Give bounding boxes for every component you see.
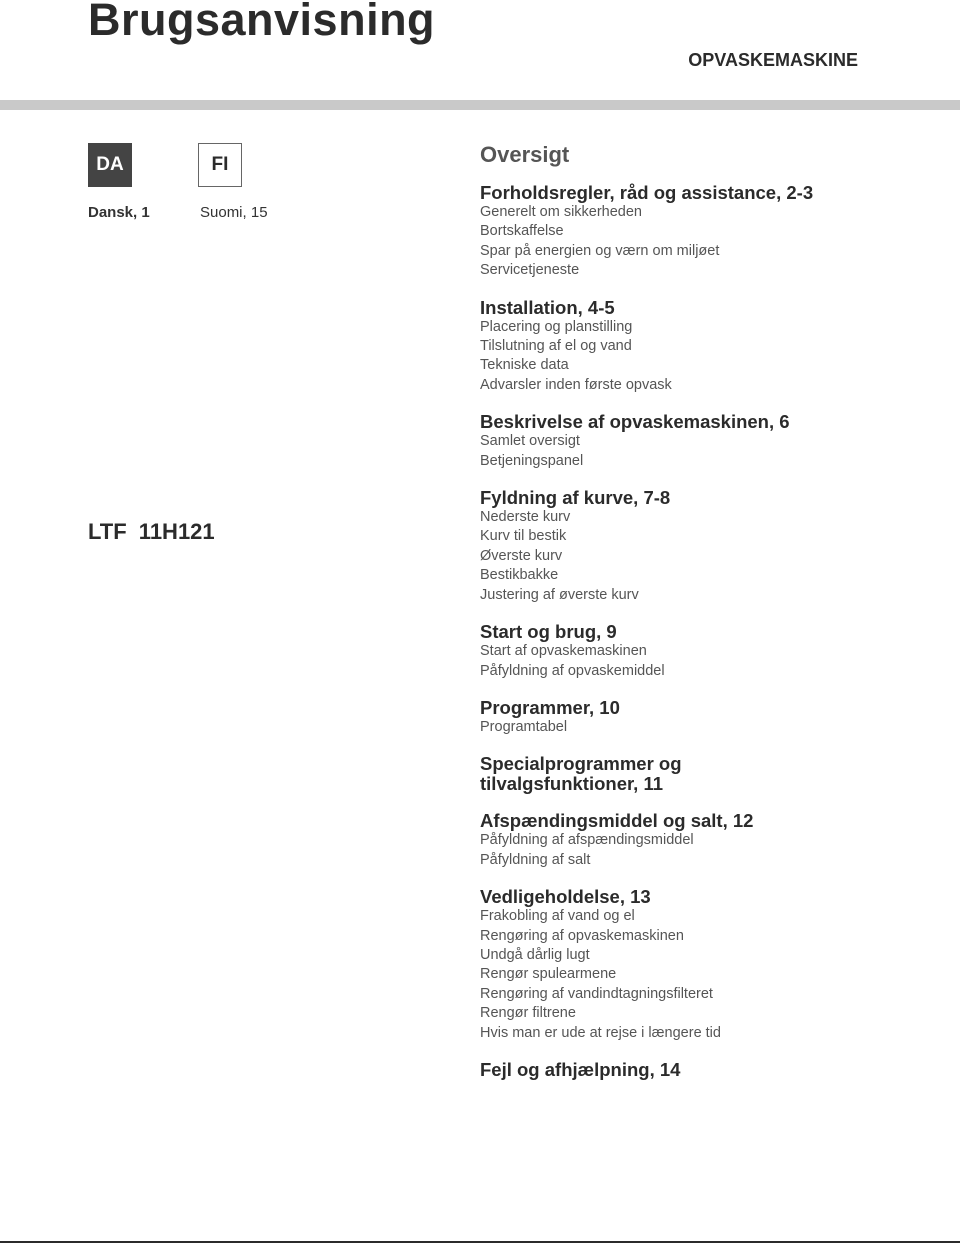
section-item[interactable]: Påfyldning af salt bbox=[480, 851, 591, 868]
section-title[interactable]: Start og brug, 9 bbox=[480, 621, 617, 643]
section-item[interactable]: Programtabel bbox=[480, 718, 568, 735]
section-item[interactable]: Servicetjeneste bbox=[480, 262, 580, 279]
section-item[interactable]: Rengøring af opvaskemaskinen bbox=[480, 927, 684, 944]
section-item[interactable]: Påfyldning af opvaskemiddel bbox=[480, 662, 665, 679]
toc-section bbox=[480, 183, 920, 281]
toc-section bbox=[480, 298, 920, 396]
section-item[interactable]: Kurv til bestik bbox=[480, 528, 567, 545]
section-item[interactable]: Betjeningspanel bbox=[480, 452, 584, 469]
model-number: LTF 11H121 bbox=[88, 519, 215, 544]
toc-section bbox=[480, 1060, 920, 1080]
product-type: OPVASKEMASKINE bbox=[688, 50, 858, 70]
section-item[interactable]: Samlet oversigt bbox=[480, 433, 580, 450]
section-item[interactable]: Øverste kurv bbox=[480, 547, 563, 564]
toc-section bbox=[480, 488, 920, 605]
section-item[interactable]: Rengør spulearmene bbox=[480, 966, 617, 983]
section-item[interactable]: Påfyldning af afspændingsmiddel bbox=[480, 832, 694, 849]
section-item[interactable]: Rengør filtrene bbox=[480, 1005, 576, 1022]
section-item[interactable]: Justering af øverste kurv bbox=[480, 586, 639, 603]
section-item[interactable]: Start af opvaskemaskinen bbox=[480, 643, 647, 660]
section-item[interactable]: Nederste kurv bbox=[480, 509, 571, 526]
table-of-contents bbox=[480, 141, 920, 1097]
section-title[interactable]: Vedligeholdelse, 13 bbox=[480, 886, 651, 908]
toc-section bbox=[480, 622, 920, 681]
section-title[interactable]: Afspændingsmiddel og salt, 12 bbox=[480, 810, 754, 832]
section-item[interactable]: Frakobling af vand og el bbox=[480, 908, 635, 925]
language-tab-da[interactable]: DA bbox=[88, 143, 132, 187]
section-item[interactable]: Hvis man er ude at rejse i længere tid bbox=[480, 1024, 721, 1041]
toc-section bbox=[480, 412, 920, 471]
section-title[interactable]: tilvalgsfunktioner, 11 bbox=[480, 773, 664, 795]
document-title: Brugsanvisning bbox=[88, 0, 436, 45]
section-title[interactable]: Fejl og afhjælpning, 14 bbox=[480, 1058, 681, 1080]
section-item[interactable]: Rengøring af vandindtagningsfilteret bbox=[480, 985, 713, 1002]
header-divider bbox=[0, 100, 960, 110]
section-title[interactable]: Programmer, 10 bbox=[480, 696, 620, 718]
section-item[interactable]: Bestikbakke bbox=[480, 567, 559, 584]
toc-heading: Oversigt bbox=[480, 142, 570, 167]
section-item[interactable]: Bortskaffelse bbox=[480, 223, 564, 240]
section-item[interactable]: Generelt om sikkerheden bbox=[480, 204, 642, 220]
toc-section bbox=[480, 754, 920, 794]
toc-section bbox=[480, 811, 920, 870]
toc-section bbox=[480, 698, 920, 737]
section-item[interactable]: Advarsler inden første opvask bbox=[480, 376, 672, 393]
toc-section bbox=[480, 887, 920, 1043]
section-item[interactable]: Tilslutning af el og vand bbox=[480, 338, 632, 355]
section-title[interactable]: Installation, 4-5 bbox=[480, 296, 615, 318]
section-title[interactable]: Beskrivelse af opvaskemaskinen, 6 bbox=[480, 411, 790, 433]
section-item[interactable]: Placering og planstilling bbox=[480, 318, 633, 335]
section-item[interactable]: Undgå dårlig lugt bbox=[480, 946, 590, 963]
section-title[interactable]: Fyldning af kurve, 7-8 bbox=[480, 487, 671, 509]
section-item[interactable]: Spar på energien og værn om miljøet bbox=[480, 242, 720, 259]
language-tab-fi[interactable]: FI bbox=[198, 143, 242, 187]
language-page-fi: Suomi, 15 bbox=[200, 204, 268, 221]
footer-divider bbox=[0, 1241, 960, 1243]
section-title[interactable]: Forholdsregler, råd og assistance, 2-3 bbox=[480, 182, 814, 203]
language-page-da: Dansk, 1 bbox=[88, 204, 150, 221]
section-item[interactable]: Tekniske data bbox=[480, 357, 569, 374]
section-title[interactable]: Specialprogrammer og bbox=[480, 753, 682, 775]
